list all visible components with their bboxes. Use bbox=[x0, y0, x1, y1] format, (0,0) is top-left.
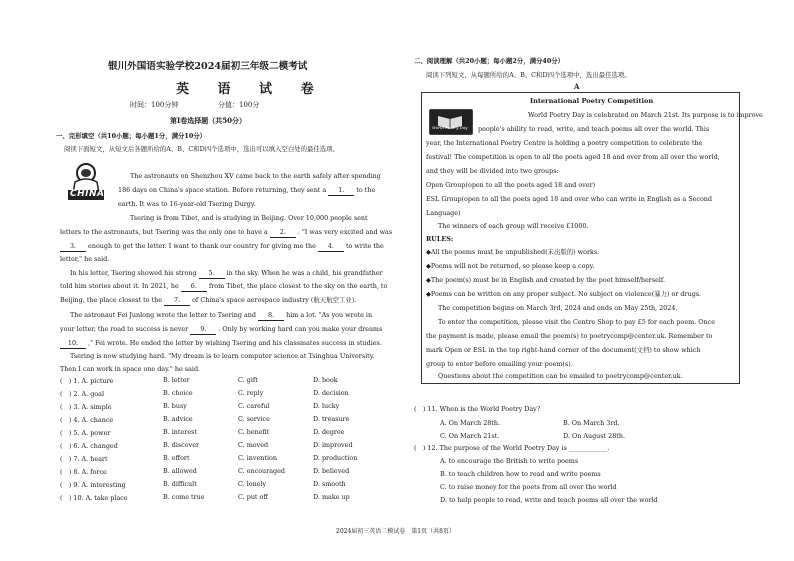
cloze-p3-l3b: of China's space aerospace industry (航天航空工业). bbox=[192, 296, 357, 304]
box-rules: RULES: bbox=[426, 235, 454, 243]
reading-heading: 二、阅读理解（共20小题；每小题2分，满分40分） bbox=[414, 57, 565, 65]
option-c: C. reply bbox=[238, 389, 264, 397]
cloze-p1-l1: The astronauts on Shenzhou XV came back to the earth safely after spending bbox=[130, 172, 381, 180]
cloze-p1-l3: earth. It was to 16-year-old Tsering Durgy. bbox=[118, 200, 256, 208]
option-d: D. improved bbox=[313, 441, 353, 449]
cloze-p3-l2b: from Tibet, the place closest to the sky on the earth, to bbox=[208, 282, 388, 290]
box-line: people's ability to read, write, and teach poems all over the world. This bbox=[478, 125, 710, 133]
cloze-p2-l2b: . "I was very excited and was bbox=[297, 228, 393, 236]
cloze-p1-l2: 186 days on China's space station. Before returning, they sent a bbox=[118, 186, 327, 194]
q11-option-c: C. On March 21st. bbox=[440, 432, 500, 440]
box-line: ◆The poem(s) must be in English and created by the poet himself/herself. bbox=[426, 276, 666, 284]
option-b: B. busy bbox=[163, 402, 187, 410]
blank-6: 6. bbox=[181, 282, 207, 292]
option-c: C. service bbox=[238, 415, 270, 423]
page-footer: 2024届初三英语二模试卷 第1页（共8页） bbox=[336, 528, 455, 535]
option-c: C. invention bbox=[238, 454, 277, 462]
box-line: mark Open or ESL in the top right-hand corner of the document(文档) to show which bbox=[426, 346, 701, 354]
world-poetry-day-logo bbox=[429, 109, 473, 135]
cloze-p4-l1b: him a lot. "As you wrote in bbox=[286, 311, 373, 319]
option-c: C. gift bbox=[238, 376, 258, 384]
option-c: C. encouraged bbox=[238, 467, 285, 475]
q12-option-b: B. to teach children how to read and write poems bbox=[440, 470, 601, 478]
china-logo-text: CHINA bbox=[70, 189, 105, 199]
box-line: group to enter before emailing your poem(s). bbox=[426, 360, 573, 368]
q12-option-a: A. to encourage the British to write poems bbox=[440, 457, 579, 465]
option-b: B. interest bbox=[163, 428, 197, 436]
option-row bbox=[60, 493, 370, 505]
question-12-stem: ( ) 12. The purpose of the World Poetry Day is ____________. bbox=[414, 444, 610, 452]
option-row bbox=[60, 428, 370, 440]
option-d: D. lucky bbox=[313, 402, 340, 410]
cloze-heading: 一、完形填空（共10小题；每小题1分，满分10分） bbox=[56, 132, 207, 140]
blank-2: 2. bbox=[270, 228, 296, 238]
cloze-p2-l1: Tsering is from Tibet, and is studying in Beijing. Over 10,000 people sent bbox=[130, 214, 368, 222]
option-d: D. treasure bbox=[313, 415, 350, 423]
question-11-stem: ( ) 11. When is the World Poetry Day? bbox=[414, 405, 541, 413]
cloze-instruction: 阅读下面短文，从短文后各题所给的A、B、C和D四个选项中，选出可以填入空白处的最佳选项。 bbox=[64, 145, 339, 153]
option-b: B. difficult bbox=[163, 480, 197, 488]
box-line: ◆All the poems must be unpublished(未出版的) works. bbox=[426, 248, 600, 256]
option-b: B. discover bbox=[163, 441, 200, 449]
cloze-p1-l2b: to the bbox=[356, 186, 376, 194]
cloze-p4-l3: ," Fei wrote. He ended the letter by wishing Tsering and his classmates success in studies. bbox=[88, 339, 382, 347]
book-icon bbox=[430, 110, 472, 134]
option-b: B. allowed bbox=[163, 467, 197, 475]
reading-instruction: 阅读下列短文，从每题所给的A、B、C和D四个选项中，选出最佳选项。 bbox=[426, 71, 631, 79]
exam-score: 分值：100分 bbox=[218, 101, 260, 109]
cloze-p3-l3: Beijing, the place closest to the bbox=[60, 296, 162, 304]
option-d: D. degree bbox=[313, 428, 345, 436]
option-c: C. benefit bbox=[238, 428, 270, 436]
option-d: D. make up bbox=[313, 493, 350, 501]
option-a: ( ) 5. A. power bbox=[60, 429, 111, 437]
box-line: World Poetry Day is celebrated on March 21st. Its purpose is to improve bbox=[528, 111, 763, 119]
cloze-p5-l1: Tsering is now studying hard. "My dream is to learn computer science at Tsinghua University. bbox=[70, 352, 375, 360]
box-line: year, the International Poetry Centre is holding a poetry competition to celebrate the bbox=[426, 139, 703, 147]
blank-7: 7. bbox=[164, 296, 190, 306]
box-line: the payment is made, please email the poem(s) to poetrycomp@center.uk. Remember to bbox=[426, 332, 713, 340]
option-d: D. smooth bbox=[313, 480, 346, 488]
q11-option-d: D. On August 28th. bbox=[563, 432, 626, 440]
option-row bbox=[60, 454, 370, 466]
box-line: Questions about the competition can be emailed to poetrycomp@center.uk. bbox=[438, 372, 683, 380]
option-c: C. careful bbox=[238, 402, 270, 410]
box-line: To enter the competition, please visit the Centre Shop to pay £5 for each poem. Once bbox=[438, 318, 715, 326]
cloze-p3-l1: In his letter, Tsering showed his strong bbox=[70, 269, 197, 277]
q12-option-c: C. to raise money for the poets from all over the world bbox=[440, 483, 617, 491]
option-row bbox=[60, 415, 370, 427]
option-row bbox=[60, 376, 370, 388]
option-a: ( ) 3. A. simple bbox=[60, 403, 112, 411]
box-line: and they will be divided into two groups: bbox=[426, 167, 559, 175]
box-line: The competition begins on March 3rd, 2024 and ends on May 25th, 2024. bbox=[438, 304, 678, 312]
cloze-p2-l3: enough to get the letter. I want to thank our country for giving me the bbox=[88, 242, 316, 250]
option-c: C. put off bbox=[238, 493, 268, 501]
cloze-p2-l4: letter," he said. bbox=[60, 255, 110, 263]
option-a: ( ) 8. A. force bbox=[60, 468, 107, 476]
blank-9: 9. bbox=[190, 325, 216, 335]
cloze-p2-l3b: to write the bbox=[345, 242, 384, 250]
subject-title: 英 语 试 卷 bbox=[176, 82, 326, 97]
logo-caption: World Poetry Day bbox=[432, 125, 468, 130]
box-line: Language) bbox=[426, 209, 461, 217]
cloze-p4-l2b: . Only by working hard can you make your dreams bbox=[218, 325, 383, 333]
option-a: ( ) 7. A. heart bbox=[60, 455, 108, 463]
blank-8: 8. bbox=[258, 311, 284, 321]
cloze-p4-l2: your letter, the road to success is never bbox=[60, 325, 189, 333]
blank-3: 3. bbox=[60, 242, 86, 252]
option-row bbox=[60, 480, 370, 492]
blank-1: 1. bbox=[328, 186, 354, 196]
box-title: International Poetry Competition bbox=[530, 97, 654, 105]
q11-option-a: A. On March 28th. bbox=[440, 419, 501, 427]
cloze-p4-l1: The astronaut Fei Junlong wrote the letter to Tsering and bbox=[70, 311, 256, 319]
blank-4: 4. bbox=[318, 242, 344, 252]
cloze-p3-l2: told him stories about it. In 2021, he bbox=[60, 282, 179, 290]
option-b: B. effort bbox=[163, 454, 190, 462]
option-c: C. lonely bbox=[238, 480, 267, 488]
option-b: B. advice bbox=[163, 415, 193, 423]
option-b: B. come true bbox=[163, 493, 205, 501]
blank-5: 5. bbox=[199, 269, 225, 279]
box-line: ◆Poems will not be returned, so please keep a copy. bbox=[426, 262, 595, 270]
option-d: D. production bbox=[313, 454, 358, 462]
blank-10: 10. bbox=[60, 339, 86, 349]
q12-option-d: D. to help people to read, write and teach poems all over the world bbox=[440, 496, 658, 504]
cloze-p5-l2: Then I can work in space one day." he said. bbox=[60, 365, 201, 373]
option-a: ( ) 1. A. picture bbox=[60, 377, 114, 385]
cloze-p3-l1b: in the sky. When he was a child, his grandfather bbox=[226, 269, 383, 277]
box-line: Open Group(open to all the poets aged 18 and over) bbox=[426, 181, 596, 189]
option-a: ( ) 4. A. chance bbox=[60, 416, 114, 424]
box-line: festival! The competition is open to all the poets aged 18 and over from all over the world, bbox=[426, 153, 720, 161]
passage-letter: A bbox=[574, 82, 580, 91]
school-title: 银川外国语实验学校2024届初三年级二模考试 bbox=[108, 61, 308, 72]
option-row bbox=[60, 389, 370, 401]
option-d: D. decision bbox=[313, 389, 349, 397]
option-a: ( ) 10. A. take place bbox=[60, 494, 128, 502]
q11-option-b: B. On March 3rd. bbox=[563, 419, 620, 427]
box-line: The winners of each group will receive £1000. bbox=[438, 222, 589, 230]
option-c: C. moved bbox=[238, 441, 269, 449]
astronaut-logo bbox=[66, 160, 106, 204]
option-d: D. believed bbox=[313, 467, 350, 475]
option-row bbox=[60, 441, 370, 453]
option-a: ( ) 9. A. interesting bbox=[60, 481, 126, 489]
option-a: ( ) 2. A. goal bbox=[60, 390, 105, 398]
option-d: D. book bbox=[313, 376, 338, 384]
cloze-p2-l2: letters to the astronauts, but Tsering was the only one to have a bbox=[60, 228, 268, 236]
option-b: B. letter bbox=[163, 376, 190, 384]
option-b: B. choice bbox=[163, 389, 193, 397]
box-line: ◆Poems can be written on any proper subject. No subject on violence(暴力) or drugs. bbox=[426, 290, 702, 298]
exam-time: 时间：100分钟 bbox=[130, 101, 179, 109]
option-row bbox=[60, 402, 370, 414]
section-title: 第Ⅰ卷选择题（共50分） bbox=[170, 116, 247, 125]
option-row bbox=[60, 467, 370, 479]
option-a: ( ) 6. A. changed bbox=[60, 442, 118, 450]
box-line: ESL Group(open to all the poets aged 18 and over who can write in English as a Second bbox=[426, 195, 712, 203]
